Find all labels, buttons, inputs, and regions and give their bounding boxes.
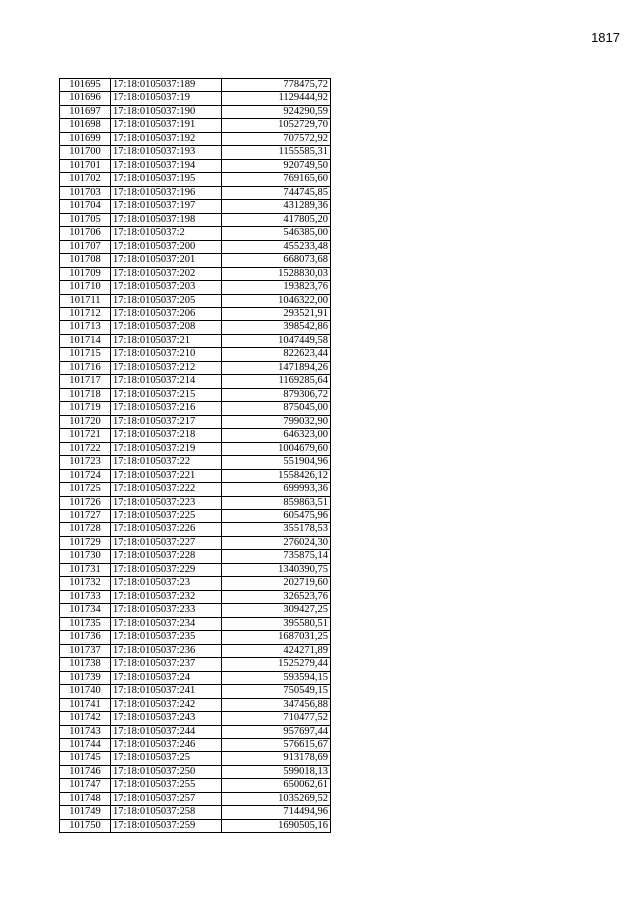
cadastral-number-cell: 17:18:0105037:243 [111, 712, 222, 725]
cadastral-number-cell: 17:18:0105037:197 [111, 200, 222, 213]
table-row [60, 267, 331, 280]
table-row [60, 752, 331, 765]
table-row [60, 186, 331, 199]
table-row [60, 819, 331, 832]
table-row [60, 119, 331, 132]
cadastral-number-cell: 17:18:0105037:210 [111, 348, 222, 361]
row-number-cell: 101718 [60, 388, 111, 401]
cadastral-number-cell: 17:18:0105037:21 [111, 334, 222, 347]
table-row [60, 644, 331, 657]
table-row [60, 456, 331, 469]
cadastral-value-cell: 650062,61 [222, 779, 331, 792]
row-number-cell: 101743 [60, 725, 111, 738]
table-row [60, 321, 331, 334]
row-number-cell: 101722 [60, 442, 111, 455]
cadastral-number-cell: 17:18:0105037:250 [111, 765, 222, 778]
cadastral-number-cell: 17:18:0105037:232 [111, 590, 222, 603]
table-row [60, 213, 331, 226]
cadastral-number-cell: 17:18:0105037:237 [111, 658, 222, 671]
cadastral-value-cell: 822623,44 [222, 348, 331, 361]
cadastral-number-cell: 17:18:0105037:223 [111, 496, 222, 509]
row-number-cell: 101697 [60, 105, 111, 118]
cadastral-number-cell: 17:18:0105037:216 [111, 402, 222, 415]
table-row [60, 536, 331, 549]
row-number-cell: 101696 [60, 92, 111, 105]
cadastral-number-cell: 17:18:0105037:202 [111, 267, 222, 280]
cadastral-number-cell: 17:18:0105037:22 [111, 456, 222, 469]
row-number-cell: 101746 [60, 765, 111, 778]
cadastral-value-cell: 913178,69 [222, 752, 331, 765]
table-row [60, 712, 331, 725]
cadastral-number-cell: 17:18:0105037:236 [111, 644, 222, 657]
row-number-cell: 101703 [60, 186, 111, 199]
row-number-cell: 101704 [60, 200, 111, 213]
table-row [60, 402, 331, 415]
row-number-cell: 101706 [60, 227, 111, 240]
cadastral-value-cell: 920749,50 [222, 159, 331, 172]
cadastral-value-cell: 875045,00 [222, 402, 331, 415]
row-number-cell: 101699 [60, 132, 111, 145]
cadastral-value-cell: 1558426,12 [222, 469, 331, 482]
cadastral-value-cell: 355178,53 [222, 523, 331, 536]
cadastral-number-cell: 17:18:0105037:258 [111, 806, 222, 819]
cadastral-number-cell: 17:18:0105037:226 [111, 523, 222, 536]
row-number-cell: 101723 [60, 456, 111, 469]
table-row [60, 725, 331, 738]
cadastral-value-cell: 1035269,52 [222, 792, 331, 805]
cadastral-value-cell: 417805,20 [222, 213, 331, 226]
row-number-cell: 101730 [60, 550, 111, 563]
table-row [60, 348, 331, 361]
table-row [60, 240, 331, 253]
table-row [60, 604, 331, 617]
row-number-cell: 101716 [60, 361, 111, 374]
cadastral-value-cell: 599018,13 [222, 765, 331, 778]
cadastral-number-cell: 17:18:0105037:255 [111, 779, 222, 792]
table-row [60, 334, 331, 347]
cadastral-number-cell: 17:18:0105037:206 [111, 307, 222, 320]
row-number-cell: 101702 [60, 173, 111, 186]
cadastral-value-cell: 1052729,70 [222, 119, 331, 132]
cadastral-value-cell: 1690505,16 [222, 819, 331, 832]
row-number-cell: 101711 [60, 294, 111, 307]
cadastral-number-cell: 17:18:0105037:25 [111, 752, 222, 765]
row-number-cell: 101719 [60, 402, 111, 415]
row-number-cell: 101695 [60, 79, 111, 92]
cadastral-number-cell: 17:18:0105037:195 [111, 173, 222, 186]
cadastral-value-cell: 1340390,75 [222, 563, 331, 576]
cadastral-number-cell: 17:18:0105037:225 [111, 510, 222, 523]
cadastral-number-cell: 17:18:0105037:194 [111, 159, 222, 172]
cadastral-number-cell: 17:18:0105037:23 [111, 577, 222, 590]
cadastral-number-cell: 17:18:0105037:218 [111, 429, 222, 442]
row-number-cell: 101738 [60, 658, 111, 671]
row-number-cell: 101709 [60, 267, 111, 280]
cadastral-value-cell: 750549,15 [222, 685, 331, 698]
row-number-cell: 101731 [60, 563, 111, 576]
table-row [60, 294, 331, 307]
cadastral-value-cell: 699993,36 [222, 483, 331, 496]
cadastral-number-cell: 17:18:0105037:193 [111, 146, 222, 159]
cadastral-value-cell: 1004679,60 [222, 442, 331, 455]
table-row [60, 765, 331, 778]
cadastral-number-cell: 17:18:0105037:200 [111, 240, 222, 253]
row-number-cell: 101729 [60, 536, 111, 549]
table-row [60, 79, 331, 92]
table-row [60, 375, 331, 388]
cadastral-number-cell: 17:18:0105037:201 [111, 254, 222, 267]
cadastral-value-cell: 1471894,26 [222, 361, 331, 374]
cadastral-value-cell: 714494,96 [222, 806, 331, 819]
table-row [60, 631, 331, 644]
cadastral-value-cell: 276024,30 [222, 536, 331, 549]
cadastral-value-cell: 326523,76 [222, 590, 331, 603]
cadastral-value-cell: 202719,60 [222, 577, 331, 590]
cadastral-value-cell: 1525279,44 [222, 658, 331, 671]
row-number-cell: 101710 [60, 281, 111, 294]
cadastral-number-cell: 17:18:0105037:241 [111, 685, 222, 698]
cadastral-number-cell: 17:18:0105037:242 [111, 698, 222, 711]
row-number-cell: 101712 [60, 307, 111, 320]
cadastral-value-cell: 769165,60 [222, 173, 331, 186]
cadastral-value-cell: 593594,15 [222, 671, 331, 684]
table-row [60, 132, 331, 145]
table-body [60, 79, 331, 833]
table-row [60, 550, 331, 563]
row-number-cell: 101728 [60, 523, 111, 536]
table-row [60, 523, 331, 536]
cadastral-value-cell: 395580,51 [222, 617, 331, 630]
cadastral-number-cell: 17:18:0105037:208 [111, 321, 222, 334]
cadastral-number-cell: 17:18:0105037:246 [111, 738, 222, 751]
cadastral-value-cell: 668073,68 [222, 254, 331, 267]
cadastral-number-cell: 17:18:0105037:190 [111, 105, 222, 118]
cadastral-value-cell: 646323,00 [222, 429, 331, 442]
cadastral-value-cell: 347456,88 [222, 698, 331, 711]
cadastral-value-cell: 1169285,64 [222, 375, 331, 388]
row-number-cell: 101734 [60, 604, 111, 617]
cadastral-value-cell: 424271,89 [222, 644, 331, 657]
table-row [60, 685, 331, 698]
cadastral-number-cell: 17:18:0105037:191 [111, 119, 222, 132]
table-row [60, 658, 331, 671]
row-number-cell: 101739 [60, 671, 111, 684]
table-row [60, 617, 331, 630]
cadastral-number-cell: 17:18:0105037:227 [111, 536, 222, 549]
cadastral-number-cell: 17:18:0105037:212 [111, 361, 222, 374]
row-number-cell: 101717 [60, 375, 111, 388]
row-number-cell: 101725 [60, 483, 111, 496]
cadastral-number-cell: 17:18:0105037:198 [111, 213, 222, 226]
cadastral-value-cell: 551904,96 [222, 456, 331, 469]
cadastral-number-cell: 17:18:0105037:205 [111, 294, 222, 307]
cadastral-value-table [59, 78, 331, 833]
row-number-cell: 101735 [60, 617, 111, 630]
table-row [60, 792, 331, 805]
row-number-cell: 101744 [60, 738, 111, 751]
cadastral-number-cell: 17:18:0105037:196 [111, 186, 222, 199]
row-number-cell: 101720 [60, 415, 111, 428]
cadastral-number-cell: 17:18:0105037:217 [111, 415, 222, 428]
table-row [60, 200, 331, 213]
table-row [60, 779, 331, 792]
row-number-cell: 101736 [60, 631, 111, 644]
table-row [60, 146, 331, 159]
table-row [60, 496, 331, 509]
cadastral-value-cell: 859863,51 [222, 496, 331, 509]
row-number-cell: 101714 [60, 334, 111, 347]
cadastral-value-cell: 879306,72 [222, 388, 331, 401]
cadastral-value-cell: 1687031,25 [222, 631, 331, 644]
table-row [60, 281, 331, 294]
row-number-cell: 101715 [60, 348, 111, 361]
cadastral-value-cell: 1155585,31 [222, 146, 331, 159]
table-row [60, 388, 331, 401]
cadastral-value-cell: 707572,92 [222, 132, 331, 145]
cadastral-number-cell: 17:18:0105037:2 [111, 227, 222, 240]
table-row [60, 738, 331, 751]
cadastral-value-cell: 455233,48 [222, 240, 331, 253]
cadastral-number-cell: 17:18:0105037:221 [111, 469, 222, 482]
row-number-cell: 101700 [60, 146, 111, 159]
row-number-cell: 101737 [60, 644, 111, 657]
row-number-cell: 101750 [60, 819, 111, 832]
cadastral-number-cell: 17:18:0105037:233 [111, 604, 222, 617]
table-row [60, 92, 331, 105]
table-row [60, 590, 331, 603]
row-number-cell: 101748 [60, 792, 111, 805]
table-row [60, 173, 331, 186]
row-number-cell: 101707 [60, 240, 111, 253]
table-row [60, 577, 331, 590]
table-row [60, 671, 331, 684]
cadastral-number-cell: 17:18:0105037:257 [111, 792, 222, 805]
row-number-cell: 101705 [60, 213, 111, 226]
cadastral-number-cell: 17:18:0105037:229 [111, 563, 222, 576]
row-number-cell: 101721 [60, 429, 111, 442]
row-number-cell: 101742 [60, 712, 111, 725]
cadastral-number-cell: 17:18:0105037:189 [111, 79, 222, 92]
table-row [60, 563, 331, 576]
table-row [60, 698, 331, 711]
cadastral-value-cell: 710477,52 [222, 712, 331, 725]
table-row [60, 429, 331, 442]
page-number: 1817 [591, 30, 620, 45]
cadastral-value-cell: 546385,00 [222, 227, 331, 240]
cadastral-value-cell: 431289,36 [222, 200, 331, 213]
cadastral-number-cell: 17:18:0105037:203 [111, 281, 222, 294]
cadastral-number-cell: 17:18:0105037:228 [111, 550, 222, 563]
table-row [60, 483, 331, 496]
row-number-cell: 101745 [60, 752, 111, 765]
cadastral-value-cell: 744745,85 [222, 186, 331, 199]
cadastral-value-cell: 957697,44 [222, 725, 331, 738]
table-row [60, 361, 331, 374]
row-number-cell: 101741 [60, 698, 111, 711]
table-row [60, 105, 331, 118]
row-number-cell: 101708 [60, 254, 111, 267]
table-row [60, 415, 331, 428]
table-row [60, 159, 331, 172]
row-number-cell: 101698 [60, 119, 111, 132]
cadastral-value-cell: 735875,14 [222, 550, 331, 563]
cadastral-value-cell: 576615,67 [222, 738, 331, 751]
cadastral-value-cell: 398542,86 [222, 321, 331, 334]
table-row [60, 806, 331, 819]
row-number-cell: 101747 [60, 779, 111, 792]
row-number-cell: 101749 [60, 806, 111, 819]
cadastral-value-cell: 293521,91 [222, 307, 331, 320]
table-row [60, 307, 331, 320]
cadastral-value-cell: 799032,90 [222, 415, 331, 428]
row-number-cell: 101740 [60, 685, 111, 698]
cadastral-number-cell: 17:18:0105037:214 [111, 375, 222, 388]
cadastral-number-cell: 17:18:0105037:259 [111, 819, 222, 832]
cadastral-number-cell: 17:18:0105037:244 [111, 725, 222, 738]
table-row [60, 469, 331, 482]
cadastral-value-cell: 1047449,58 [222, 334, 331, 347]
row-number-cell: 101701 [60, 159, 111, 172]
cadastral-number-cell: 17:18:0105037:219 [111, 442, 222, 455]
cadastral-value-cell: 193823,76 [222, 281, 331, 294]
row-number-cell: 101713 [60, 321, 111, 334]
row-number-cell: 101727 [60, 510, 111, 523]
cadastral-number-cell: 17:18:0105037:234 [111, 617, 222, 630]
table-row [60, 254, 331, 267]
cadastral-value-cell: 778475,72 [222, 79, 331, 92]
row-number-cell: 101724 [60, 469, 111, 482]
table-row [60, 510, 331, 523]
cadastral-value-cell: 1129444,92 [222, 92, 331, 105]
cadastral-value-cell: 1528830,03 [222, 267, 331, 280]
table-row [60, 442, 331, 455]
cadastral-number-cell: 17:18:0105037:235 [111, 631, 222, 644]
cadastral-number-cell: 17:18:0105037:19 [111, 92, 222, 105]
cadastral-number-cell: 17:18:0105037:222 [111, 483, 222, 496]
row-number-cell: 101732 [60, 577, 111, 590]
table-row [60, 227, 331, 240]
cadastral-number-cell: 17:18:0105037:215 [111, 388, 222, 401]
cadastral-value-cell: 605475,96 [222, 510, 331, 523]
cadastral-value-cell: 1046322,00 [222, 294, 331, 307]
cadastral-value-cell: 309427,25 [222, 604, 331, 617]
cadastral-value-cell: 924290,59 [222, 105, 331, 118]
row-number-cell: 101733 [60, 590, 111, 603]
row-number-cell: 101726 [60, 496, 111, 509]
cadastral-number-cell: 17:18:0105037:24 [111, 671, 222, 684]
cadastral-number-cell: 17:18:0105037:192 [111, 132, 222, 145]
